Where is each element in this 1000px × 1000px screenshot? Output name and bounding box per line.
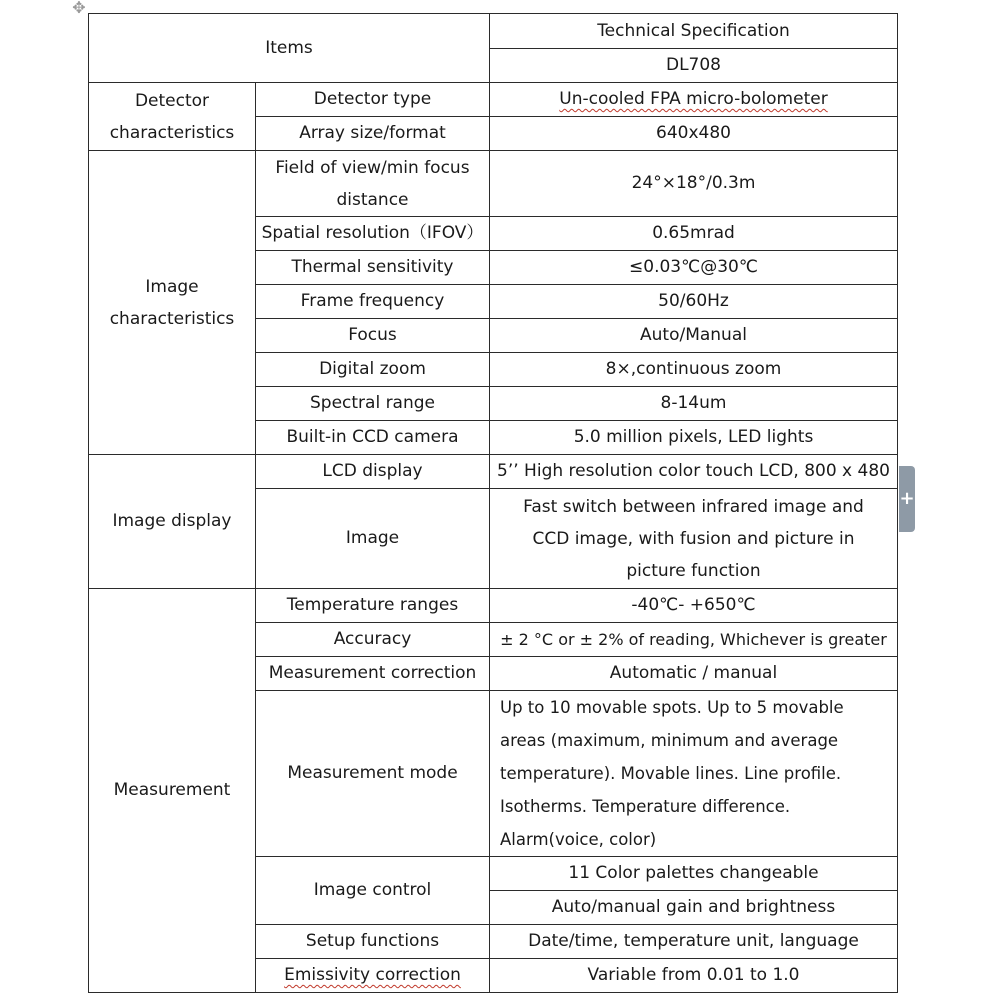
row-item: Digital zoom	[256, 353, 490, 387]
header-model: DL708	[490, 49, 898, 83]
row-value: Fast switch between infrared image and CCD image, with fusion and picture in picture function	[490, 489, 898, 589]
row-value: Date/time, temperature unit, language	[490, 925, 898, 959]
row-value: Automatic / manual	[490, 657, 898, 691]
row-value: 640x480	[490, 117, 898, 151]
table-row	[89, 589, 898, 623]
spec-table	[88, 13, 898, 993]
row-value: Auto/manual gain and brightness	[490, 891, 898, 925]
row-item: LCD display	[256, 455, 490, 489]
row-item: Spectral range	[256, 387, 490, 421]
row-value: ≤0.03℃@30℃	[490, 251, 898, 285]
header-spec: Technical Specification	[490, 14, 898, 49]
row-value: Variable from 0.01 to 1.0	[490, 959, 898, 993]
row-item: Array size/format	[256, 117, 490, 151]
row-value: 24°×18°/0.3m	[490, 151, 898, 217]
row-value: 8×,continuous zoom	[490, 353, 898, 387]
row-value	[490, 83, 898, 117]
table-row	[89, 151, 898, 217]
row-value: 0.65mrad	[490, 217, 898, 251]
side-expand-tab[interactable]	[899, 466, 915, 532]
group-label-measurement: Measurement	[89, 589, 256, 993]
row-item	[256, 959, 490, 993]
move-arrows-icon[interactable]: ✥	[72, 0, 86, 17]
group-label-image-display: Image display	[89, 455, 256, 589]
row-item: Spatial resolution（IFOV）	[256, 217, 490, 251]
row-item: Image	[256, 489, 490, 589]
header-items: Items	[89, 14, 490, 83]
plus-icon: +	[899, 488, 915, 509]
table-row	[89, 14, 898, 49]
row-item: Frame frequency	[256, 285, 490, 319]
row-item: Field of view/min focus distance	[256, 151, 490, 217]
row-value: ± 2 °C or ± 2% of reading, Whichever is greater	[490, 623, 898, 657]
row-item: Measurement correction	[256, 657, 490, 691]
row-value: 5.0 million pixels, LED lights	[490, 421, 898, 455]
row-value-text: Un-cooled FPA micro-bolometer	[559, 89, 828, 109]
row-item: Focus	[256, 319, 490, 353]
row-item: Accuracy	[256, 623, 490, 657]
row-value: 8-14um	[490, 387, 898, 421]
row-item-text: Emissivity correction	[284, 965, 461, 985]
row-item: Temperature ranges	[256, 589, 490, 623]
table-row	[89, 455, 898, 489]
row-value: Auto/Manual	[490, 319, 898, 353]
row-item: Thermal sensitivity	[256, 251, 490, 285]
row-value: 11 Color palettes changeable	[490, 857, 898, 891]
row-item: Image control	[256, 857, 490, 925]
row-item: Built-in CCD camera	[256, 421, 490, 455]
group-label-detector: Detector characteristics	[89, 83, 256, 151]
row-value: -40℃- +650℃	[490, 589, 898, 623]
row-item: Measurement mode	[256, 691, 490, 857]
group-label-image-characteristics: Image characteristics	[89, 151, 256, 455]
row-value: Up to 10 movable spots. Up to 5 movable areas (maximum, minimum and average temperature). Movable lines. Line profile. Isotherms. Temperature difference. Alarm(voice, color)	[490, 691, 898, 857]
row-item: Setup functions	[256, 925, 490, 959]
row-value: 5’’ High resolution color touch LCD, 800 x 480	[490, 455, 898, 489]
table-row	[89, 83, 898, 117]
row-value: 50/60Hz	[490, 285, 898, 319]
row-item: Detector type	[256, 83, 490, 117]
